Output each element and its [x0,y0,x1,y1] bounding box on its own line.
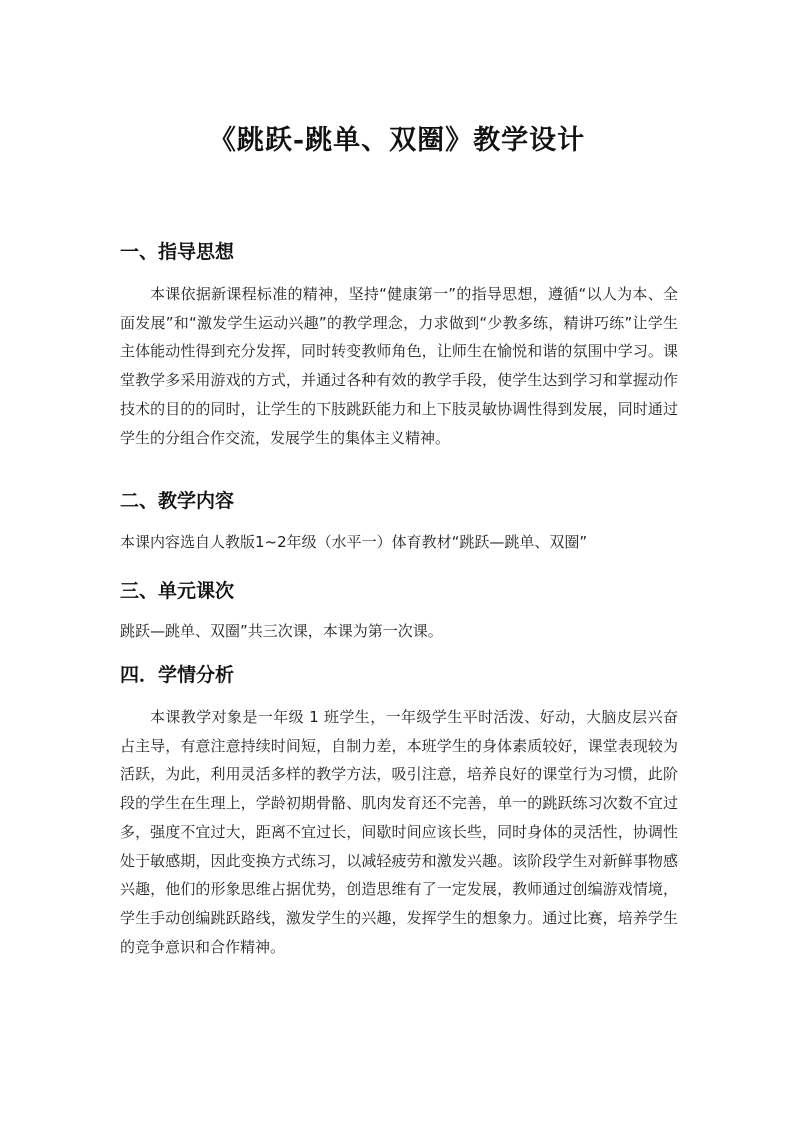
section-body-learner-analysis: 本课教学对象是一年级 1 班学生，一年级学生平时活泼、好动，大脑皮层兴奋占主导，有意注意持续时间短，自制力差，本班学生的身体素质较好，课堂表现较为活跃，为此，利用灵活多样的教学方法，吸引注意，培养良好的课堂行为习惯，此阶段的学生在生理上，学龄初期骨骼、肌肉发育还不完善，单一的跳跃练习次数不宜过多，强度不宜过大，距离不宜过长，间歇时间应该长些，同时身体的灵活性，协调性处于敏感期，因此变换方式练习，以减轻疲劳和激发兴趣。该阶段学生对新鲜事物感兴趣，他们的形象思维占据优势，创造思维有了一定发展，教师通过创编游戏情境，学生手动创编跳跃路线，激发学生的兴趣，发挥学生的想象力。通过比赛，培养学生的竞争意识和合作精神。 [120,708,678,956]
document-title: 《跳跃-跳单、双圈》教学设计 [208,125,586,156]
section-heading-unit-lessons: 三、单元课次 [120,580,235,602]
section-body-guiding-ideology: 本课依据新课程标准的精神，坚持“健康第一”的指导思想，遵循“以人为本、全面发展”和“激发学生运动兴趣”的教学理念，力求做到“少教多练，精讲巧练”让学生主体能动性得到充分发挥，同时转变教师角色，让师生在愉悦和谐的氛围中学习。课堂教学多采用游戏的方式，并通过各种有效的教学手段，使学生达到学习和掌握动作技术的目的的同时，让学生的下肢跳跃能力和上下肢灵敏协调性得到发展，同时通过学生的分组合作交流，发展学生的集体主义精神。 [120,285,678,447]
section-heading-teaching-content: 二、教学内容 [120,490,235,512]
section-body-unit-lessons: 跳跃—跳单、双圈”共三次课，本课为第一次课。 [120,622,443,640]
section-heading-guiding-ideology: 一、指导思想 [120,241,235,263]
section-heading-learner-analysis: 四．学情分析 [120,664,235,686]
section-body-teaching-content: 本课内容选自人教版1~2年级（水平一）体育教材“跳跃—跳单、双圈” [120,533,588,551]
